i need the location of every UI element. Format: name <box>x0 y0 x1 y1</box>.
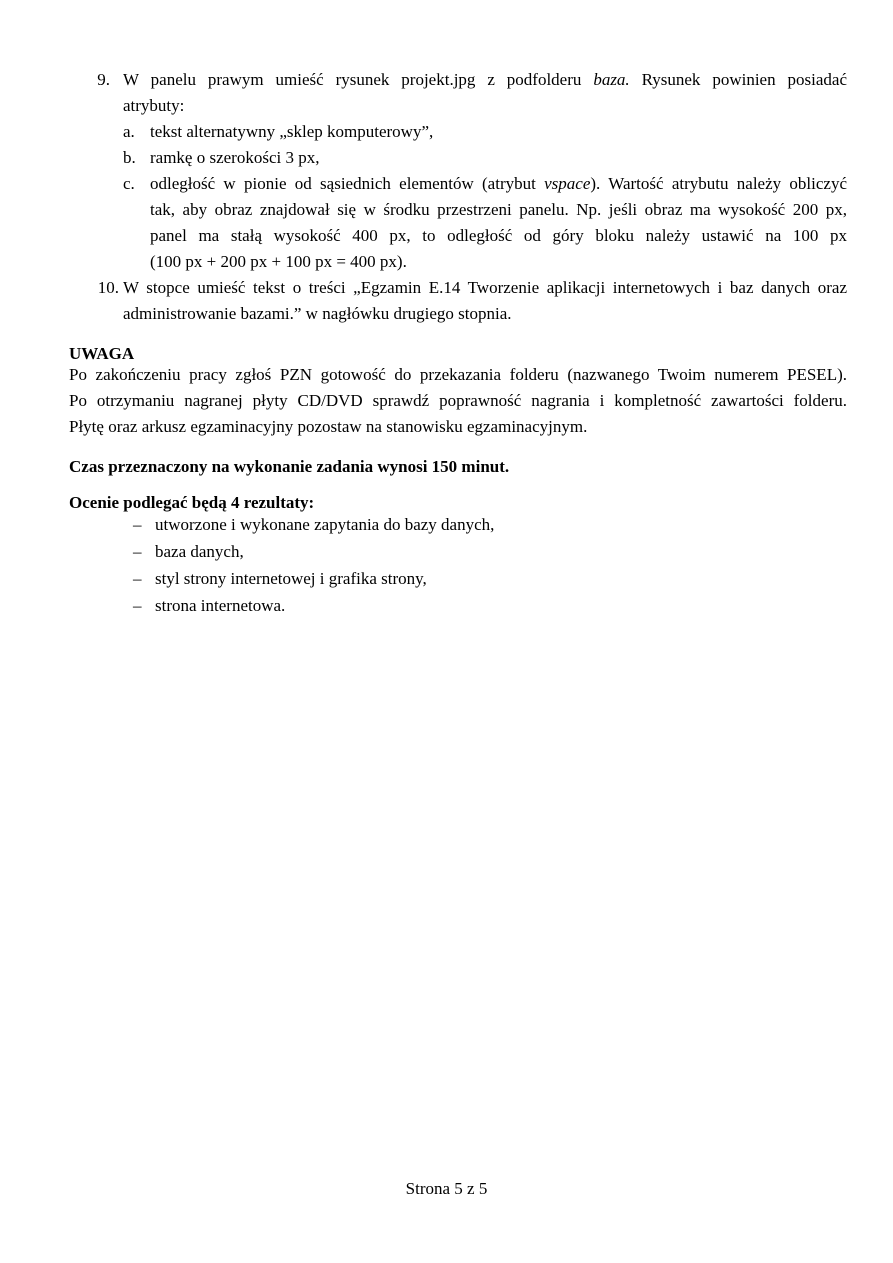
sub-b-text: ramkę o szerokości 3 px, <box>150 148 320 167</box>
sub-c-line-1 <box>150 174 847 194</box>
dash: – <box>133 542 142 561</box>
sub-c-line-2: tak, aby obraz znajdował się w środku przestrzeni panelu. Np. jeśli obraz ma wysokość 200 px, <box>150 200 847 219</box>
item-9-line-2: atrybuty: <box>123 96 185 115</box>
sub-c-text-end: ). Wartość atrybutu należy obliczyć <box>590 174 847 193</box>
uwaga-line-3: Płytę oraz arkusz egzaminacyjny pozostaw na stanowisku egzaminacyjnym. <box>69 417 588 436</box>
dash: – <box>133 569 142 588</box>
item-9-line-1 <box>123 70 847 90</box>
uwaga-line-1: Po zakończeniu pracy zgłoś PZN gotowość do przekazania folderu (nazwanego Twoim numerem PESEL). <box>69 365 847 384</box>
item-9-number: 9. <box>97 70 110 89</box>
list-item: strona internetowa. <box>155 596 286 615</box>
item-9-text-end: Rysunek powinien posiadać <box>629 70 847 89</box>
sub-c-line-3: panel ma stałą wysokość 400 px, to odległość od góry bloku należy ustawić na 100 px <box>150 226 847 245</box>
ocena-heading: Ocenie podlegać będą 4 rezultaty: <box>69 493 315 512</box>
sub-a-label: a. <box>123 122 135 141</box>
item-10-line-1: W stopce umieść tekst o treści „Egzamin E.14 Tworzenie aplikacji internetowych i baz danych oraz <box>123 278 847 297</box>
list-item: utworzone i wykonane zapytania do bazy danych, <box>155 515 495 534</box>
sub-b-label: b. <box>123 148 136 167</box>
list-item: baza danych, <box>155 542 244 561</box>
list-item: styl strony internetowej i grafika strony, <box>155 569 427 588</box>
item-10-number: 10. <box>97 278 119 297</box>
czas-text: Czas przeznaczony na wykonanie zadania wynosi 150 minut. <box>69 457 510 476</box>
uwaga-line-2: Po otrzymaniu nagranej płyty CD/DVD sprawdź poprawność nagrania i kompletność zawartości folderu. <box>69 391 847 410</box>
sub-a-text: tekst alternatywny „sklep komputerowy”, <box>150 122 434 141</box>
uwaga-heading: UWAGA <box>69 344 135 363</box>
sub-c-text: odległość w pionie od sąsiednich elementów (atrybut <box>150 174 545 193</box>
sub-c-line-4: (100 px + 200 px + 100 px = 400 px). <box>150 252 407 271</box>
sub-c-label: c. <box>123 174 135 193</box>
item-9-text: W panelu prawym umieść rysunek projekt.jpg z podfolderu <box>123 70 594 89</box>
dash: – <box>133 515 142 534</box>
item-10-line-2: administrowanie bazami.” w nagłówku drugiego stopnia. <box>123 304 512 323</box>
dash: – <box>133 596 142 615</box>
page-footer: Strona 5 z 5 <box>405 1179 488 1198</box>
item-9-italic: baza. <box>593 70 630 89</box>
sub-c-italic: vspace <box>544 174 591 193</box>
